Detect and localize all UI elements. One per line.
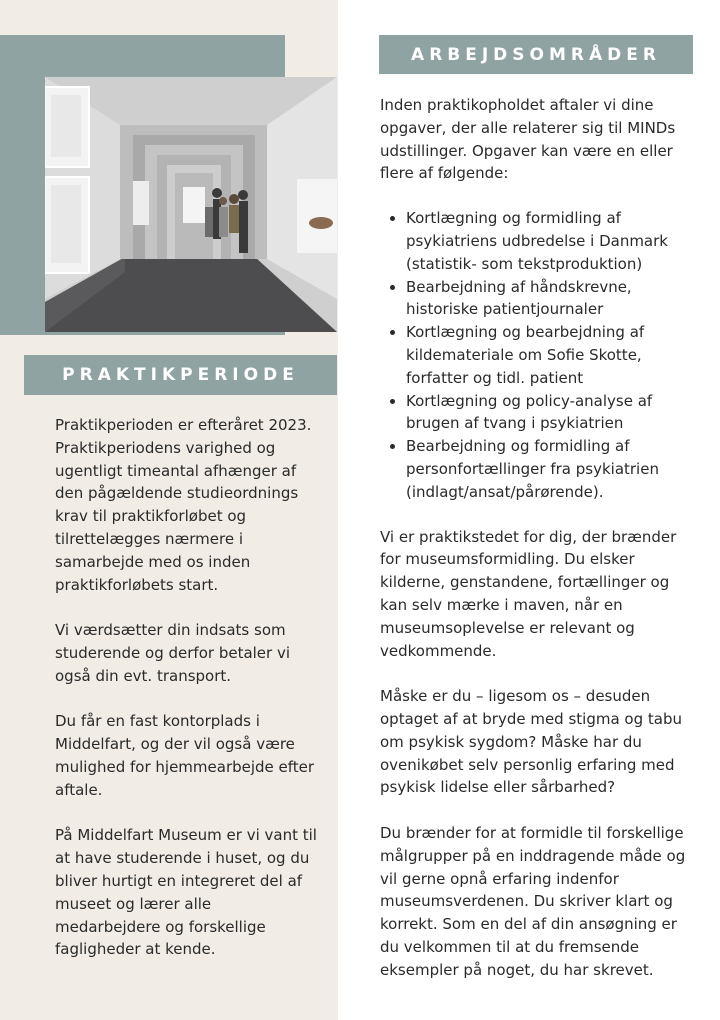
left-text-block	[55, 414, 320, 961]
paragraph: Du brænder for at formidle til forskellige målgrupper på en inddragende måde og vil gerne opnå erfaring indenfor museumsverdenen. Du skriver klart og korrekt. Som en del af din ansøgning er du velkommen til at du fremsende eksempler på noget, du har skrevet.	[380, 823, 686, 979]
paragraph: Du får en fast kontorplads i Middelfart, og der vil også være mulighed for hjemmearbejde efter aftale.	[55, 712, 315, 799]
list-item: • Kortlægning og formidling af psykiatriens udbredelse i Danmark (statistik- som tekstproduktion)	[406, 207, 700, 275]
paragraph: Vi værdsætter din indsats som studerende og derfor betaler vi også din evt. transport.	[55, 621, 291, 685]
praktikperiode-heading: PRAKTIKPERIODE	[24, 355, 337, 395]
paragraph: På Middelfart Museum er vi vant til at have studerende i huset, og du bliver hurtigt en integreret del af museet og lærer alle medarbejdere og forskellige fagligheder at kende.	[55, 826, 317, 959]
arbejdsomraader-heading: ARBEJDSOMRÅDER	[379, 35, 693, 74]
list-item: • Kortlægning og policy-analyse af brugen af tvang i psykiatrien	[406, 390, 700, 436]
paragraph: Praktikperioden er efteråret 2023. Praktikperiodens varighed og ugentligt timeantal afhænger af den pågældende studieordnings krav til praktikforløbet og tilrettelægges nærmere i samarbejde med os inden praktikforløbets start.	[55, 416, 312, 594]
intro-paragraph: Inden praktikopholdet aftaler vi dine opgaver, der alle relaterer sig til MINDs udstillinger. Opgaver kan være en eller flere af følgende:	[380, 96, 676, 183]
list-item: • Bearbejdning og formidling af personfortællinger fra psykiatrien (indlagt/ansat/pårørende).	[406, 435, 700, 503]
exhibition-photo	[45, 77, 337, 332]
exhibition-hallway-illustration	[45, 77, 337, 332]
right-text-block	[380, 94, 700, 981]
paragraph: Vi er praktikstedet for dig, der brænder for museumsformidling. Du elsker kilderne, genstandene, fortællinger og kan selv mærke i maven, når en museumsoplevelse er relevant og vedkommende.	[380, 527, 677, 660]
list-item: • Bearbejdning af håndskrevne, historiske patientjournaler	[406, 276, 700, 322]
task-list	[380, 207, 700, 503]
list-item: • Kortlægning og bearbejdning af kildemateriale om Sofie Skotte, forfatter og tidl. patient	[406, 321, 700, 389]
paragraph: Måske er du – ligesom os – desuden optaget af at bryde med stigma og tabu om psykisk sygdom? Måske har du ovenikøbet selv personlig erfaring med psykisk lidelse eller sårbarhed?	[380, 687, 682, 797]
